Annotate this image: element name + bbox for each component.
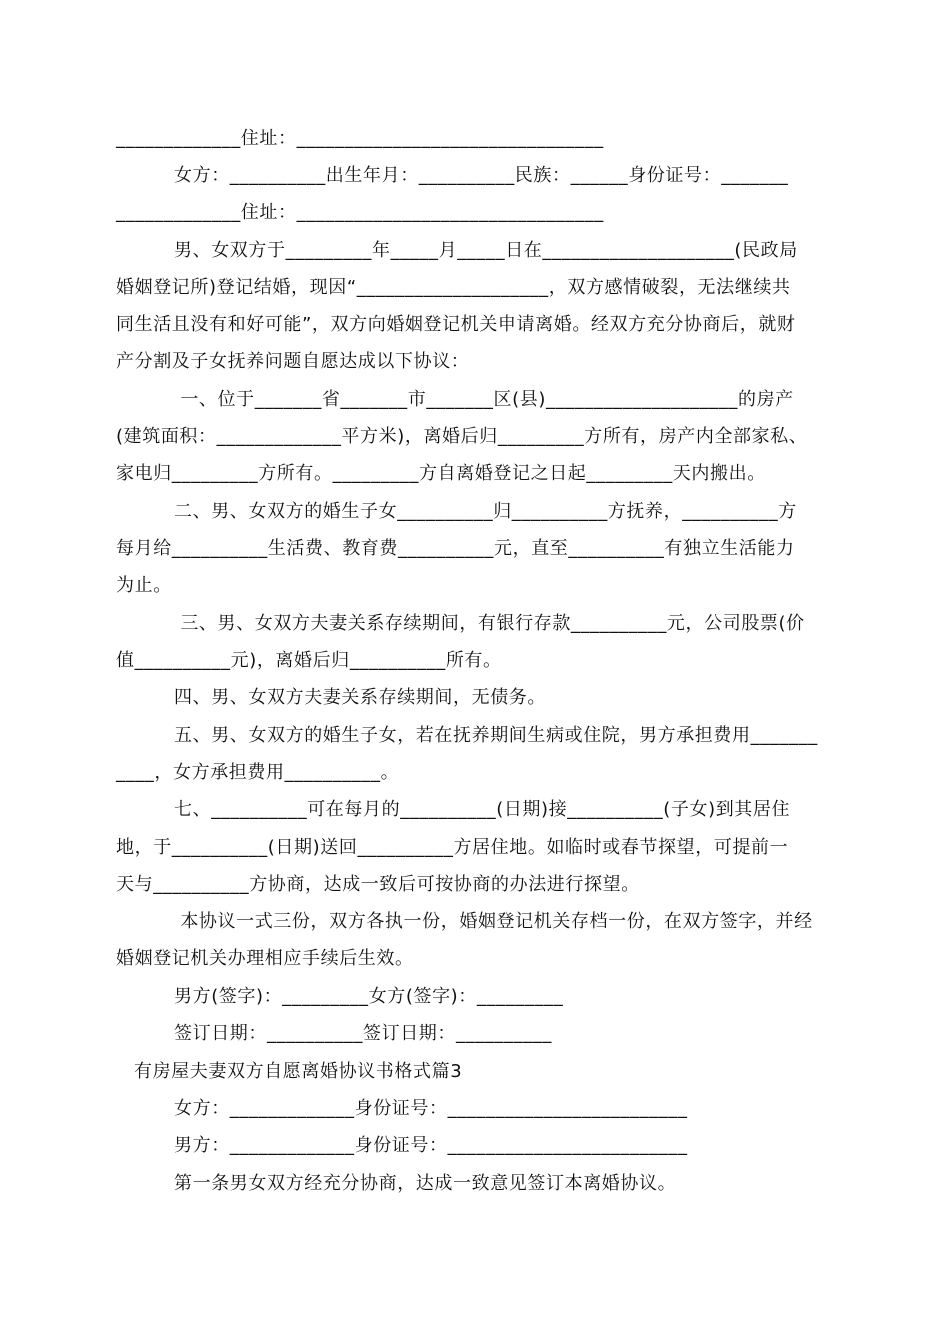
doc-line: ____，女方承担费用__________。	[116, 762, 400, 783]
doc-line: 婚姻登记所)登记结婚，现因“____________________，双方感情破裂，无法继续共	[116, 277, 791, 298]
doc-line: 本协议一式三份，双方各执一份，婚姻登记机关存档一份，在双方签字，并经	[174, 911, 813, 932]
doc-line: 地，于__________(日期)送回__________方居住地。如临时或春节探望，可提前一	[116, 837, 789, 858]
doc-line: (建筑面积：_____________平方米)，离婚后归_________方所有，房产内全部家私、	[116, 426, 808, 447]
doc-line: 一、位于_______省_______市_______区(县)____________________的房产	[174, 389, 794, 410]
doc-line: 天与__________方协商，达成一致后可按协商的办法进行探望。	[116, 874, 640, 895]
doc-line: 男、女双方于_________年_____月_____日在____________________(民政局	[174, 240, 798, 261]
doc-line: 第一条男女双方经充分协商，达成一致意见签订本离婚协议。	[174, 1173, 677, 1194]
doc-line: 值__________元)，离婚后归__________所有。	[116, 650, 502, 671]
doc-line: 三、男、女双方夫妻关系存续期间，有银行存款__________元，公司股票(价	[174, 613, 805, 634]
doc-line: 七、__________可在每月的__________(日期)接__________(子女)到其居住	[174, 799, 791, 820]
doc-line: 五、男、女双方的婚生子女，若在抚养期间生病或住院，男方承担费用_______	[174, 725, 818, 746]
doc-line: 女方：__________出生年月：__________民族：______身份证号：_______	[174, 165, 789, 186]
doc-line: 四、男、女双方夫妻关系存续期间，无债务。	[174, 687, 546, 708]
doc-line: 二、男、女双方的婚生子女__________归__________方抚养，__________方	[174, 501, 797, 522]
doc-line: 女方：_____________身份证号：_________________________	[174, 1098, 688, 1119]
doc-line: 产分割及子女抚养问题自愿达成以下协议：	[116, 351, 470, 372]
doc-line: 男方：_____________身份证号：_________________________	[174, 1135, 688, 1156]
doc-line: 家电归_________方所有。_________方自离婚登记之日起_________天内搬出。	[116, 463, 766, 484]
doc-line: _____________住址：________________________________	[116, 128, 604, 149]
doc-line: 同生活且没有和好可能”，双方向婚姻登记机关申请离婚。经双方充分协商后，就财	[116, 314, 796, 335]
doc-line: 每月给__________生活费、教育费__________元，直至__________有独立生活能力	[116, 538, 795, 559]
doc-line: _____________住址：________________________________	[116, 202, 604, 223]
doc-line: 签订日期：__________签订日期：__________	[174, 1023, 552, 1044]
doc-line: 婚姻登记机关办理相应手续后生效。	[116, 948, 414, 969]
doc-line: 为止。	[116, 575, 172, 596]
doc-line: 男方(签字)：_________女方(签字)：_________	[174, 986, 564, 1007]
section-heading: 有房屋夫妻双方自愿离婚协议书格式篇3	[134, 1061, 463, 1082]
